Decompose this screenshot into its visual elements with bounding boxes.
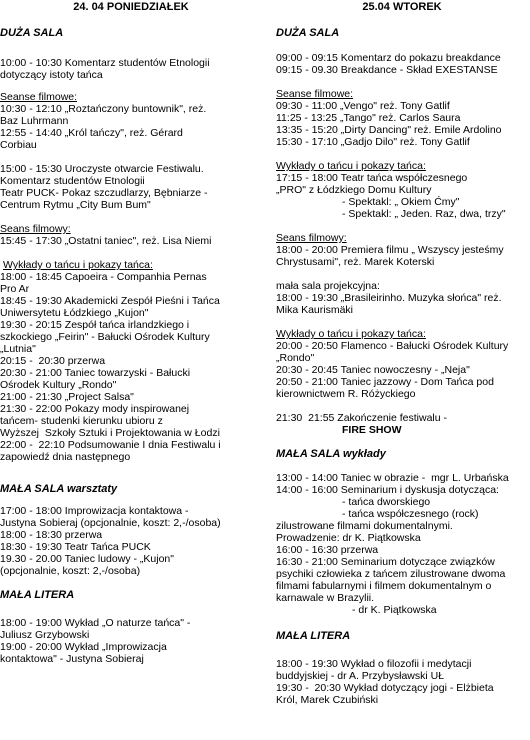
- tuesday-title: 25.04 WTOREK: [362, 1, 442, 13]
- tuesday-mala-sala-projekcyjna-heading: mała sala projekcyjna:: [276, 280, 380, 292]
- monday-lecture-line: 21:00 - 21:30 „Project Salsa": [0, 391, 134, 403]
- monday-lecture-line: 18:00 - 18:45 Capoeira - Companhia Pernas: [0, 271, 207, 283]
- tuesday-film-line: 13:35 - 15:20 „Dirty Dancing" reż. Emile Ardolino: [276, 124, 502, 136]
- tuesday-lecture-line: - Spektakl: „ Jeden. Raz, dwa, trzy": [342, 208, 506, 220]
- tuesday-seminar-line: karnawale w Brazylii.: [276, 592, 375, 604]
- monday-mala-sala-heading: MAŁA SALA warsztaty: [0, 483, 118, 495]
- tuesday-seminar-line: 13:00 - 14:00 Taniec w obrazie - mgr L. Urbańska: [276, 472, 509, 484]
- monday-lecture-line: 20:15 - 20:30 przerwa: [0, 355, 106, 367]
- monday-lecture-line: Wyższej Szkoły Sztuki i Projektowania w Łodzi: [0, 427, 220, 439]
- tuesday-seminar-line: - tańca dworskiego: [342, 496, 431, 508]
- monday-seanse-heading: Seanse filmowe:: [0, 91, 78, 103]
- monday-film-line: Corbiau: [0, 139, 37, 151]
- monday-duza-sala-heading: DUŻA SALA: [0, 27, 64, 39]
- monday-title: 24. 04 PONIEDZIAŁEK: [73, 1, 189, 13]
- tuesday-breakdance-line: 09:00 - 09:15 Komentarz do pokazu breakdance: [276, 52, 501, 64]
- tuesday-show-line: 20:50 - 21:00 Taniec jazzowy - Dom Tańca pod: [276, 376, 494, 388]
- monday-lecture-line: zapowiedź dnia następnego: [0, 451, 131, 463]
- tuesday-seminar-line: 14:00 - 16:00 Seminarium i dyskusja dotycząca:: [276, 484, 499, 496]
- tuesday-seminar-line: zilustrowane filmami dokumentalnymi.: [276, 520, 453, 532]
- tuesday-wyklady-heading: Wykłady o tańcu i pokazy tańca:: [276, 160, 426, 172]
- monday-lecture-line: Pro Ar: [0, 283, 30, 295]
- monday-lecture-line: Ośrodek Kultury „Rondo": [0, 379, 117, 391]
- monday-comment-line: 10:00 - 10:30 Komentarz studentów Etnologii: [0, 57, 210, 69]
- tuesday-seminar-line: Prowadzenie: dr K. Piątkowska: [276, 532, 421, 544]
- monday-lecture-line: Uniwersytetu Łódzkiego „Kujon": [0, 307, 149, 319]
- monday-workshop-line: 18:00 - 18:30 przerwa: [0, 529, 103, 541]
- monday-film-line: 10:30 - 12:10 „Roztańczony buntownik", reż.: [0, 103, 207, 115]
- monday-opening-line: Teatr PUCK- Pokaz szczudlarzy, Bębniarze -: [0, 187, 208, 199]
- monday-workshop-line: (opcjonalnie, koszt: 2,-/osoba): [0, 565, 141, 577]
- tuesday-film-line: 15:30 - 17:10 „Gadjo Dilo" reż. Tony Gatlif: [276, 136, 470, 148]
- tuesday-show-line: kierownictwem R. Różyckiego: [276, 388, 416, 400]
- monday-workshop-line: Justyna Sobieraj (opcjonalnie, koszt: 2,-/osoba): [0, 517, 221, 529]
- tuesday-talk-line: buddyjskiej - dr A. Przybysławski UŁ: [276, 670, 445, 682]
- monday-opening-line: Centrum Rytmu „City Bum Bum": [0, 199, 151, 211]
- tuesday-seminar-line: filmami fabularnymi i filmem dokumentalnym o: [276, 580, 492, 592]
- tuesday-seans-heading: Seans filmowy:: [276, 232, 347, 244]
- tuesday-show-line: 20:00 - 20:50 Flamenco - Bałucki Ośrodek Kultury: [276, 340, 509, 352]
- monday-column: [0, 0, 262, 665]
- monday-lecture-line: 20:30 - 21:00 Taniec towarzyski - Bałucki: [0, 367, 191, 379]
- tuesday-fire-show: FIRE SHOW: [342, 424, 402, 436]
- monday-mala-litera-heading: MAŁA LITERA: [0, 589, 75, 601]
- monday-talk-line: 19:00 - 20:00 Wykład „Improwizacja: [0, 641, 167, 653]
- monday-workshop-line: 17:00 - 18:00 Improwizacja kontaktowa -: [0, 505, 189, 517]
- monday-lecture-line: 18:45 - 19:30 Akademicki Zespół Pieśni i Tańca: [0, 295, 220, 307]
- monday-opening-line: Komentarz studentów Etnologii: [0, 175, 145, 187]
- tuesday-mala-litera-heading: MAŁA LITERA: [276, 630, 351, 642]
- tuesday-film-line: 18:00 - 20:00 Premiera filmu „ Wszyscy jesteśmy: [276, 244, 504, 256]
- monday-talk-line: kontaktowa" - Justyna Sobieraj: [0, 653, 144, 665]
- tuesday-lecture-line: 17:15 - 18:00 Teatr tańca współczesnego: [276, 172, 468, 184]
- monday-talk-line: Juliusz Grzybowski: [0, 629, 90, 641]
- monday-lecture-line: 22:00 - 22:10 Podsumowanie I dnia Festiwalu i: [0, 439, 221, 451]
- tuesday-seminar-line: - dr K. Piątkowska: [352, 604, 437, 616]
- monday-seans-heading: Seans filmowy:: [0, 223, 71, 235]
- tuesday-column: [276, 0, 528, 706]
- tuesday-seminar-line: - tańca współczesnego (rock): [342, 508, 479, 520]
- tuesday-film-line: 18:00 - 19:30 „Brasileirinho. Muzyka słońca" reż.: [276, 292, 502, 304]
- tuesday-seminar-line: 16:30 - 21:00 Seminarium dotyczące związków: [276, 556, 495, 568]
- tuesday-talk-line: 19:30 - 20:30 Wykład dotyczący jogi - Elżbieta: [276, 682, 494, 694]
- tuesday-talk-line: Król, Marek Czubiński: [276, 694, 379, 706]
- tuesday-breakdance-line: 09:15 - 09.30 Breakdance - Skład EXESTANSE: [276, 64, 498, 76]
- monday-film-line: Baz Luhrmann: [0, 115, 69, 127]
- monday-lecture-line: 21:30 - 22:00 Pokazy mody inspirowanej: [0, 403, 190, 415]
- tuesday-mala-sala-heading: MAŁA SALA wykłady: [276, 448, 386, 460]
- monday-workshop-line: 19.30 - 20.00 Taniec ludowy - „Kujon": [0, 553, 174, 565]
- monday-lecture-line: tańcem- studenki kierunku ubioru z: [0, 415, 163, 427]
- tuesday-show-line: „Rondo": [276, 352, 315, 364]
- monday-comment-line: dotyczący istoty tańca: [0, 69, 103, 81]
- tuesday-film-line: 11:25 - 13:25 „Tango" reż. Carlos Saura: [276, 112, 461, 124]
- monday-opening-line: 15:00 - 15:30 Uroczyste otwarcie Festiwalu.: [0, 163, 204, 175]
- monday-lecture-line: „Lutnia": [0, 343, 36, 355]
- tuesday-talk-line: 18:00 - 19:30 Wykład o filozofii i medytacji: [276, 658, 472, 670]
- tuesday-seanse-heading: Seanse filmowe:: [276, 88, 354, 100]
- monday-film-line: 12:55 - 14:40 „Król tańczy", reż. Gérard: [0, 127, 183, 139]
- monday-film-line: 15:45 - 17:30 „Ostatni taniec", reż. Lisa Niemi: [0, 235, 212, 247]
- tuesday-duza-sala-heading: DUŻA SALA: [276, 27, 340, 39]
- tuesday-seminar-line: psychiki człowieka z tańcem zilustrowane dwoma: [276, 568, 506, 580]
- tuesday-closing-line: 21:30 21:55 Zakończenie festiwalu -: [276, 412, 448, 424]
- monday-lecture-line: 19:30 - 20:15 Zespół tańca irlandzkiego i: [0, 319, 190, 331]
- monday-workshop-line: 18:30 - 19:30 Teatr Tańca PUCK: [0, 541, 151, 553]
- tuesday-wyklady-heading-2: Wykłady o tańcu i pokazy tańca:: [276, 328, 426, 340]
- tuesday-film-line: Mika Kaurismäki: [276, 304, 354, 316]
- tuesday-lecture-line: - Spektakl: „ Okiem Ćmy": [342, 196, 460, 208]
- tuesday-film-line: 09:30 - 11:00 „Vengo" reż. Tony Gatlif: [276, 100, 450, 112]
- monday-talk-line: 18:00 - 19:00 Wykład „O naturze tańca" -: [0, 617, 191, 629]
- monday-wyklady-heading: Wykłady o tańcu i pokazy tańca:: [3, 259, 153, 271]
- monday-lecture-line: szkockiego „Feirin" - Bałucki Ośrodek Kultury: [0, 331, 210, 343]
- tuesday-seminar-line: 16:00 - 16:30 przerwa: [276, 544, 379, 556]
- tuesday-film-line: Chrystusami", reż. Marek Koterski: [276, 256, 435, 268]
- tuesday-lecture-line: „PRO" z Łódzkiego Domu Kultury: [276, 184, 432, 196]
- tuesday-show-line: 20:30 - 20:45 Taniec nowoczesny - „Neja": [276, 364, 470, 376]
